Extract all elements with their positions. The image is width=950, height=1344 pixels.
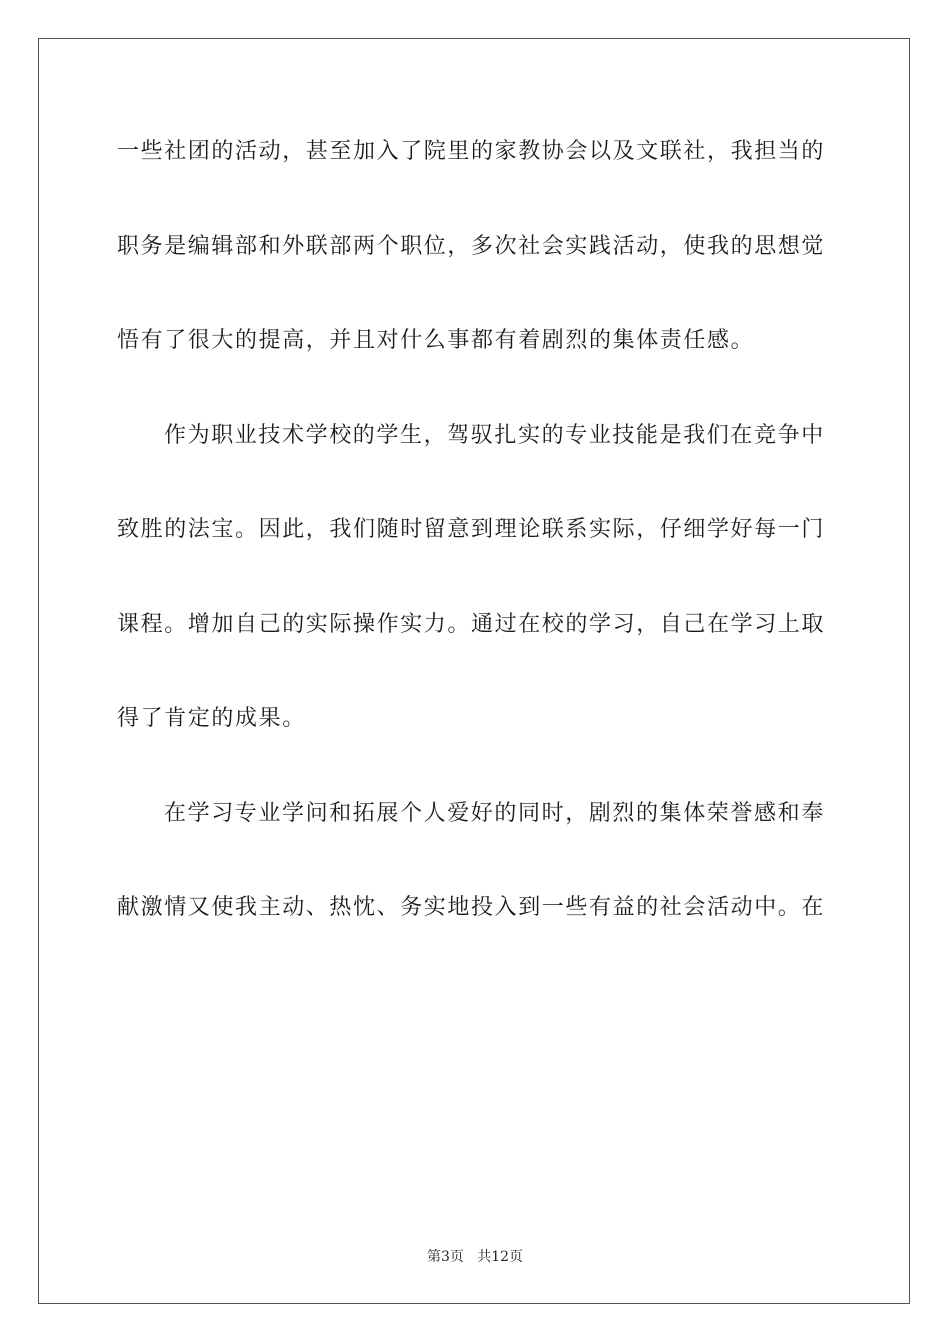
text-line-7: 得了肯定的成果。	[117, 706, 306, 731]
text-line-5: 致胜的法宝。因此，我们随时留意到理论联系实际，仔细学好每一门	[117, 517, 826, 542]
text-line-8: 在学习专业学问和拓展个人爱好的同时，剧烈的集体荣誉感和奉	[164, 800, 825, 826]
text-line-1: 一些社团的活动，甚至加入了院里的家教协会以及文联社，我担当的	[117, 139, 826, 164]
page-number-footer: 第3页 共12页	[426, 1249, 524, 1265]
text-line-6: 课程。增加自己的实际操作实力。通过在校的学习，自己在学习上取	[117, 611, 826, 637]
text-line-9: 献激情又使我主动、热忱、务实地投入到一些有益的社会活动中。在	[117, 895, 826, 920]
text-line-2: 职务是编辑部和外联部两个职位，多次社会实践活动，使我的思想觉	[117, 233, 826, 259]
text-line-4: 作为职业技术学校的学生，驾驭扎实的专业技能是我们在竞争中	[164, 422, 825, 448]
document-body	[117, 130, 833, 981]
text-line-3: 悟有了很大的提高，并且对什么事都有着剧烈的集体责任感。	[117, 328, 755, 353]
